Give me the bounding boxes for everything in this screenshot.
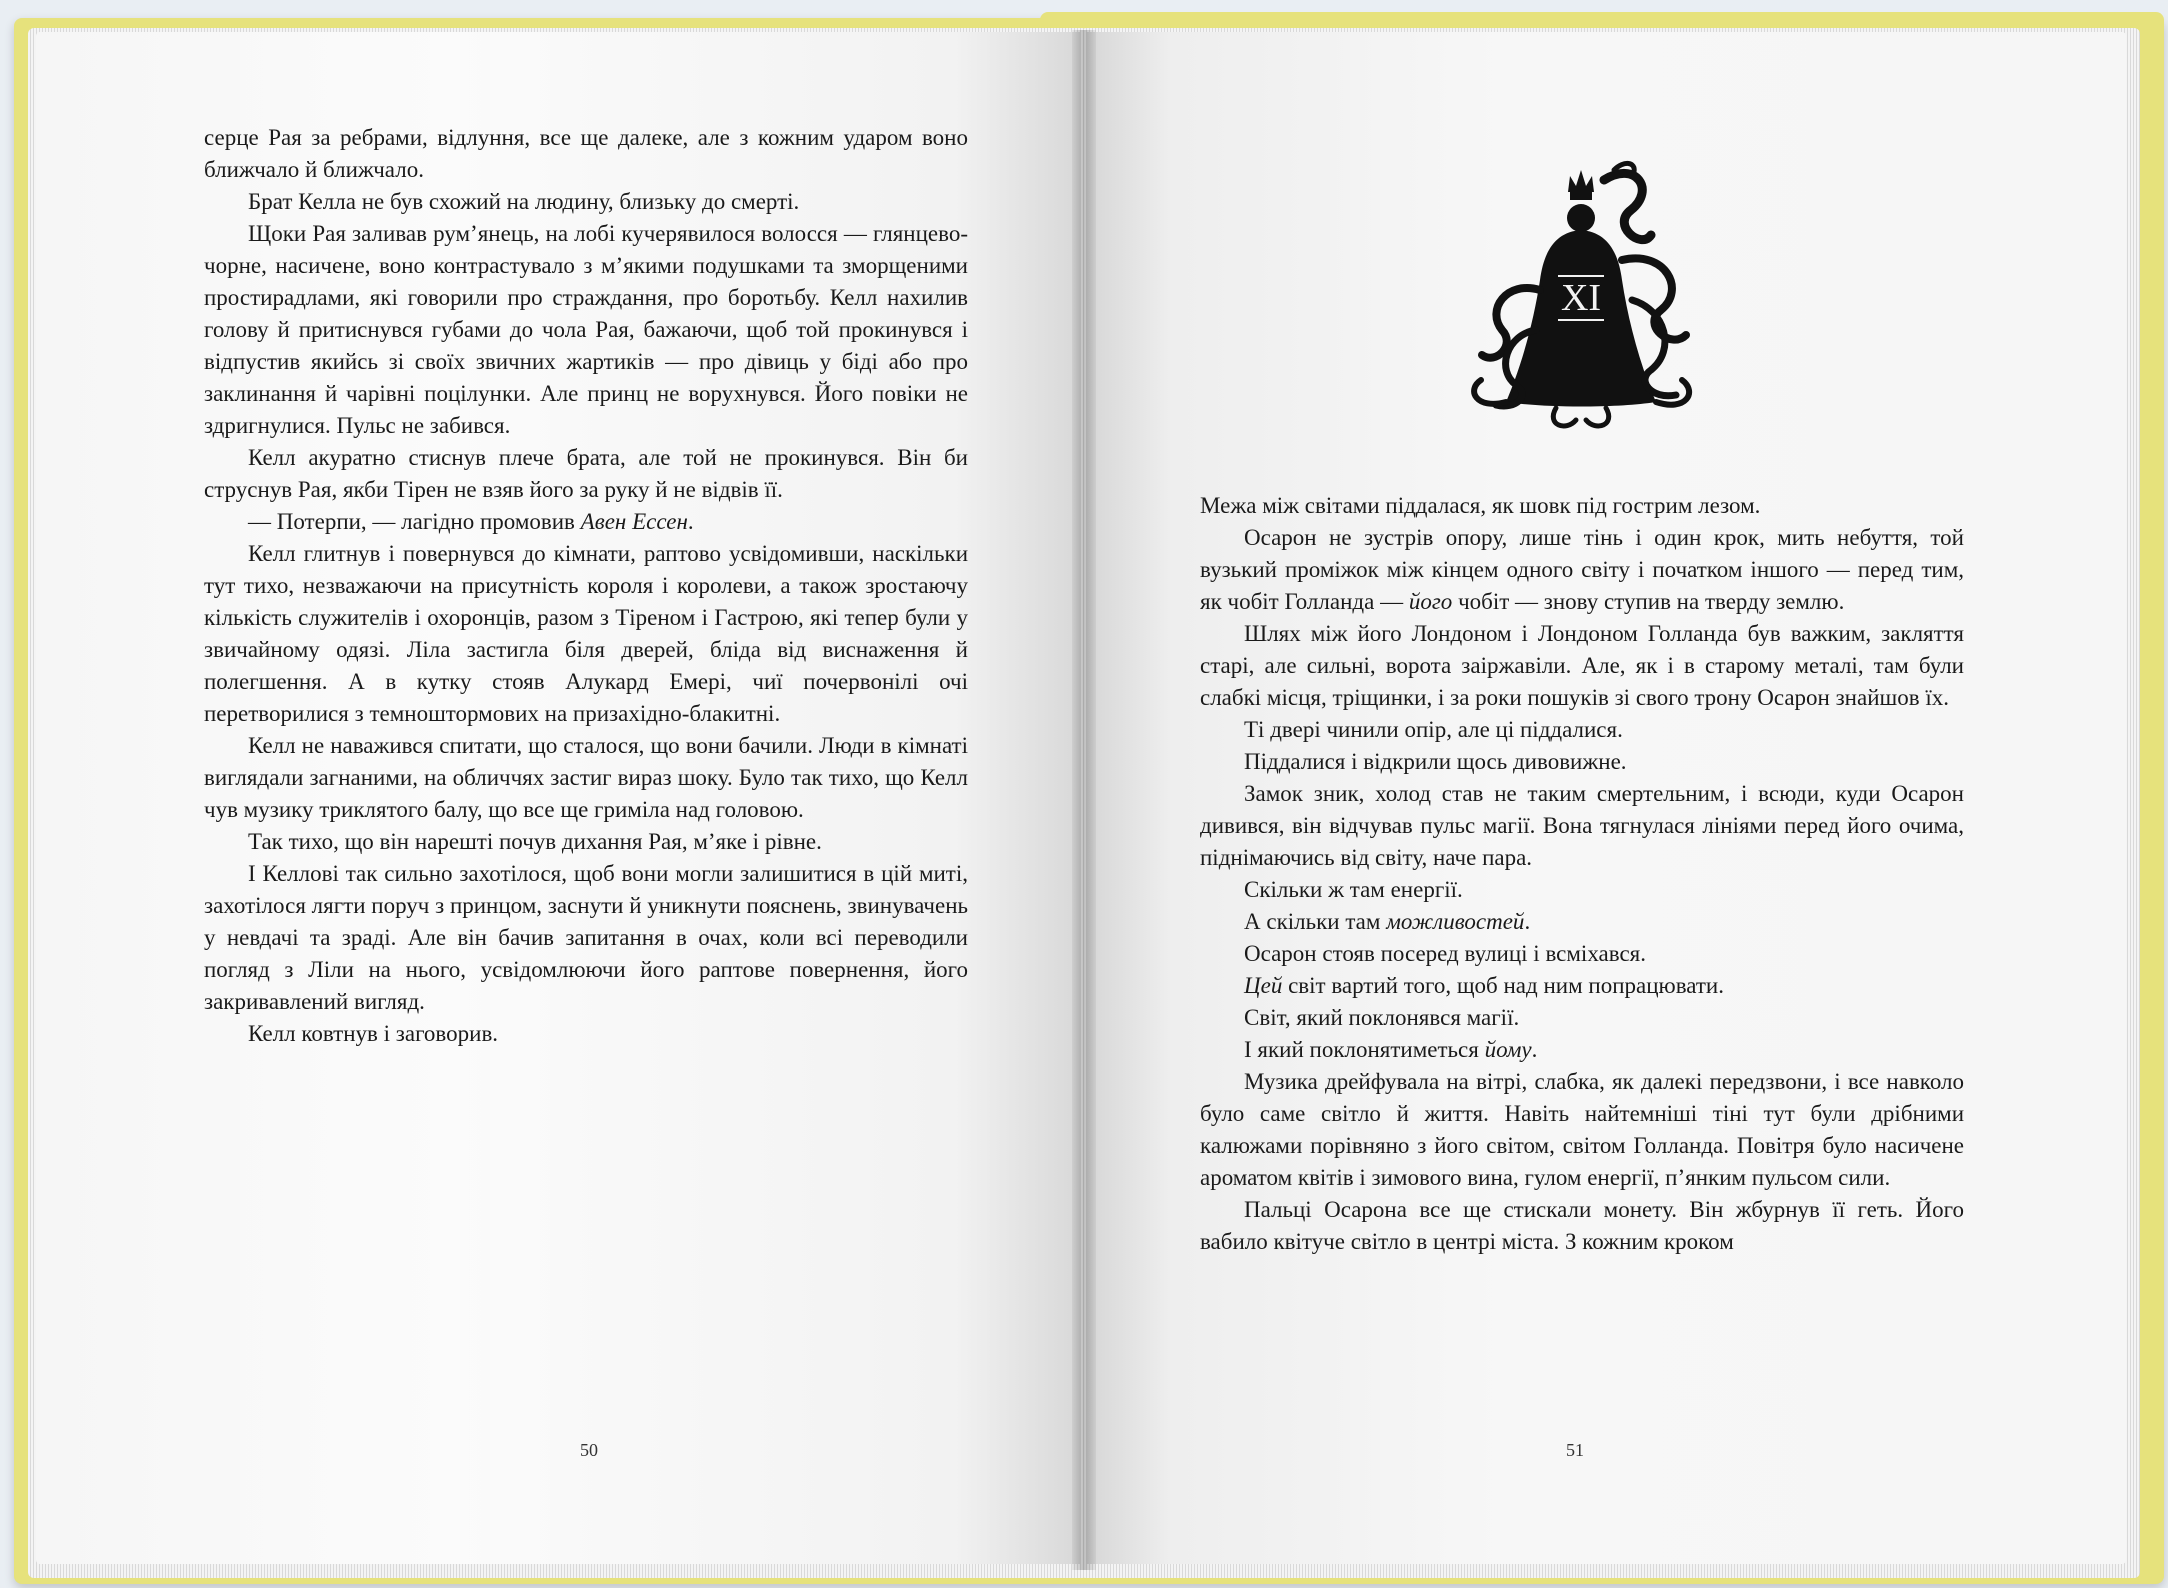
italic-text: його bbox=[1408, 589, 1453, 614]
text-run: І Келлові так сильно захотілося, щоб вони могли залишитися в цій миті, захотілося лягти поруч з принцом, заснути й уникнути пояснень, звинувачень у невдачі та зраді. Але він бачив запитання в очах, коли всі переводили погляд з Ліли на нього, усвідомлюючи його раптове повернення, його закривавлений вигляд. bbox=[204, 861, 968, 1014]
text-run: Келл акуратно стиснув плече брата, але той не прокинувся. Він би струснув Рая, якби Тірен не взяв його за руку й не відвів її. bbox=[204, 445, 968, 502]
paragraph bbox=[204, 826, 968, 858]
paragraph bbox=[1200, 1002, 1964, 1034]
text-run: Піддалися і відкрили щось дивовижне. bbox=[1244, 749, 1627, 774]
text-run: . bbox=[1531, 1037, 1538, 1062]
text-run: Ті двері чинили опір, але ці піддалися. bbox=[1244, 717, 1623, 742]
right-page-body-text bbox=[1200, 490, 1964, 1258]
paragraph bbox=[204, 730, 968, 826]
text-run: Межа між світами піддалася, як шовк під гострим лезом. bbox=[1200, 493, 1761, 518]
text-run: Скільки ж там енергії. bbox=[1244, 877, 1463, 902]
text-run: . bbox=[687, 509, 694, 534]
chapter-emblem-silhouette-icon bbox=[1436, 140, 1726, 440]
paragraph bbox=[1200, 522, 1964, 618]
text-run: Келл глитнув і повернувся до кімнати, раптово усвідомивши, наскільки тут тихо, незважаючи на присутність короля і королеви, а також зростаючу кількість служителів і охоронців, разом з Тіреном і Гастрою, які тепер були у звичайному одязі. Ліла застигла біля дверей, бліда від виснаження й полегшення. А в кутку стояв Алукард Емері, чиї почервонілі очі перетворилися з темноштормових на призахідно-блакитні. bbox=[204, 541, 968, 726]
italic-text: Авен Ессен bbox=[580, 509, 688, 534]
chapter-numeral: XI bbox=[1560, 277, 1602, 319]
paragraph bbox=[1200, 1034, 1964, 1066]
text-run: Світ, який поклонявся магії. bbox=[1244, 1005, 1520, 1030]
text-run: Келл ковтнув і заговорив. bbox=[248, 1021, 499, 1046]
book-gutter bbox=[1072, 30, 1096, 1570]
text-run: І який поклонятиметься bbox=[1244, 1037, 1485, 1062]
italic-text: йому bbox=[1484, 1037, 1532, 1062]
text-run: Келл не наважився спитати, що сталося, що вони бачили. Люди в кімнаті виглядали загнаними, на обличчях застиг вираз шоку. Було так тихо, що Келл чув музику триклятого балу, що все ще гриміла над головою. bbox=[204, 733, 968, 822]
text-run: Замок зник, холод став не таким смертельним, і всюди, куди Осарон дивився, він відчував пульс магії. Вона тягнулася лініями перед його очима, піднімаючись від світу, наче пара. bbox=[1200, 781, 1964, 870]
left-page-body-text bbox=[204, 122, 968, 1050]
page-number-right: 51 bbox=[1566, 1440, 1584, 1460]
paragraph bbox=[204, 186, 968, 218]
paragraph bbox=[1200, 874, 1964, 906]
paragraph bbox=[1200, 1194, 1964, 1258]
paragraph bbox=[1200, 938, 1964, 970]
text-run: Брат Келла не був схожий на людину, близьку до смерті. bbox=[248, 189, 800, 214]
text-run: Шлях між його Лондоном і Лондоном Голланда був важким, закляття старі, але сильні, ворота заіржавіли. Але, як і в старому металі, там були слабкі місця, тріщинки, і за роки пошуків зі свого трону Осарон знайшов їх. bbox=[1200, 621, 1964, 710]
text-run: Щоки Рая заливав рум’янець, на лобі кучерявилося волосся — глянцево-чорне, насичене, воно контрастувало з м’якими подушками та зморщеними простирадлами, які говорили про страждання, про боротьбу. Келл нахилив голову й притиснувся губами до чола Рая, бажаючи, щоб той прокинувся і відпустив якийсь зі своїх звичних жартиків — про дівиць у біді або про заклинання й чарівні поцілунки. Але принц не ворухнувся. Його повіки не здригнулися. Пульс не забився. bbox=[204, 221, 968, 438]
paragraph bbox=[204, 122, 968, 186]
paragraph bbox=[204, 442, 968, 506]
figure-head-icon bbox=[1567, 204, 1595, 232]
paragraph bbox=[204, 538, 968, 730]
paragraph bbox=[1200, 746, 1964, 778]
paragraph bbox=[1200, 906, 1964, 938]
paragraph bbox=[204, 858, 968, 1018]
paragraph bbox=[204, 218, 968, 442]
text-run: Осарон не зустрів опору, лише тінь і один крок, мить небуття, той вузький проміжок між кінцем одного світу і початком іншого — перед тим, як чобіт Голланда — bbox=[1200, 525, 1964, 614]
crown-icon bbox=[1568, 170, 1594, 200]
text-run: чобіт — знову ступив на тверду землю. bbox=[1452, 589, 1845, 614]
text-run: Осарон стояв посеред вулиці і всміхався. bbox=[1244, 941, 1646, 966]
paragraph bbox=[204, 506, 968, 538]
paragraph bbox=[1200, 1066, 1964, 1194]
paragraph bbox=[1200, 490, 1964, 522]
page-number-left: 50 bbox=[580, 1440, 598, 1460]
italic-text: Цей bbox=[1244, 973, 1283, 998]
italic-text: можливостей bbox=[1386, 909, 1525, 934]
paragraph bbox=[1200, 778, 1964, 874]
text-run: А скільки там bbox=[1244, 909, 1387, 934]
text-run: Пальці Осарона все ще стискали монету. Він жбурнув її геть. Його вабило квітуче світло в центрі міста. З кожним кроком bbox=[1200, 1197, 1964, 1254]
text-run: Музика дрейфувала на вітрі, слабка, як далекі передзвони, і все навколо було саме світло й життя. Навіть найтемніші тіні тут були дрібними калюжами порівняно з його світом, світом Голланда. Повітря було насичене ароматом квітів і зимового вина, гулом енергії, п’янким пульсом сили. bbox=[1200, 1069, 1964, 1190]
text-run: . bbox=[1524, 909, 1531, 934]
paragraph bbox=[1200, 618, 1964, 714]
text-run: — Потерпи, — лагідно промовив bbox=[248, 509, 581, 534]
paragraph bbox=[1200, 970, 1964, 1002]
text-run: світ вартий того, щоб над ним попрацювати. bbox=[1282, 973, 1724, 998]
paragraph bbox=[204, 1018, 968, 1050]
paragraph bbox=[1200, 714, 1964, 746]
text-run: Так тихо, що він нарешті почув дихання Рая, м’яке і рівне. bbox=[248, 829, 822, 854]
text-run: серце Рая за ребрами, відлуння, все ще далеке, але з кожним ударом воно ближчало й ближчало. bbox=[204, 125, 968, 182]
